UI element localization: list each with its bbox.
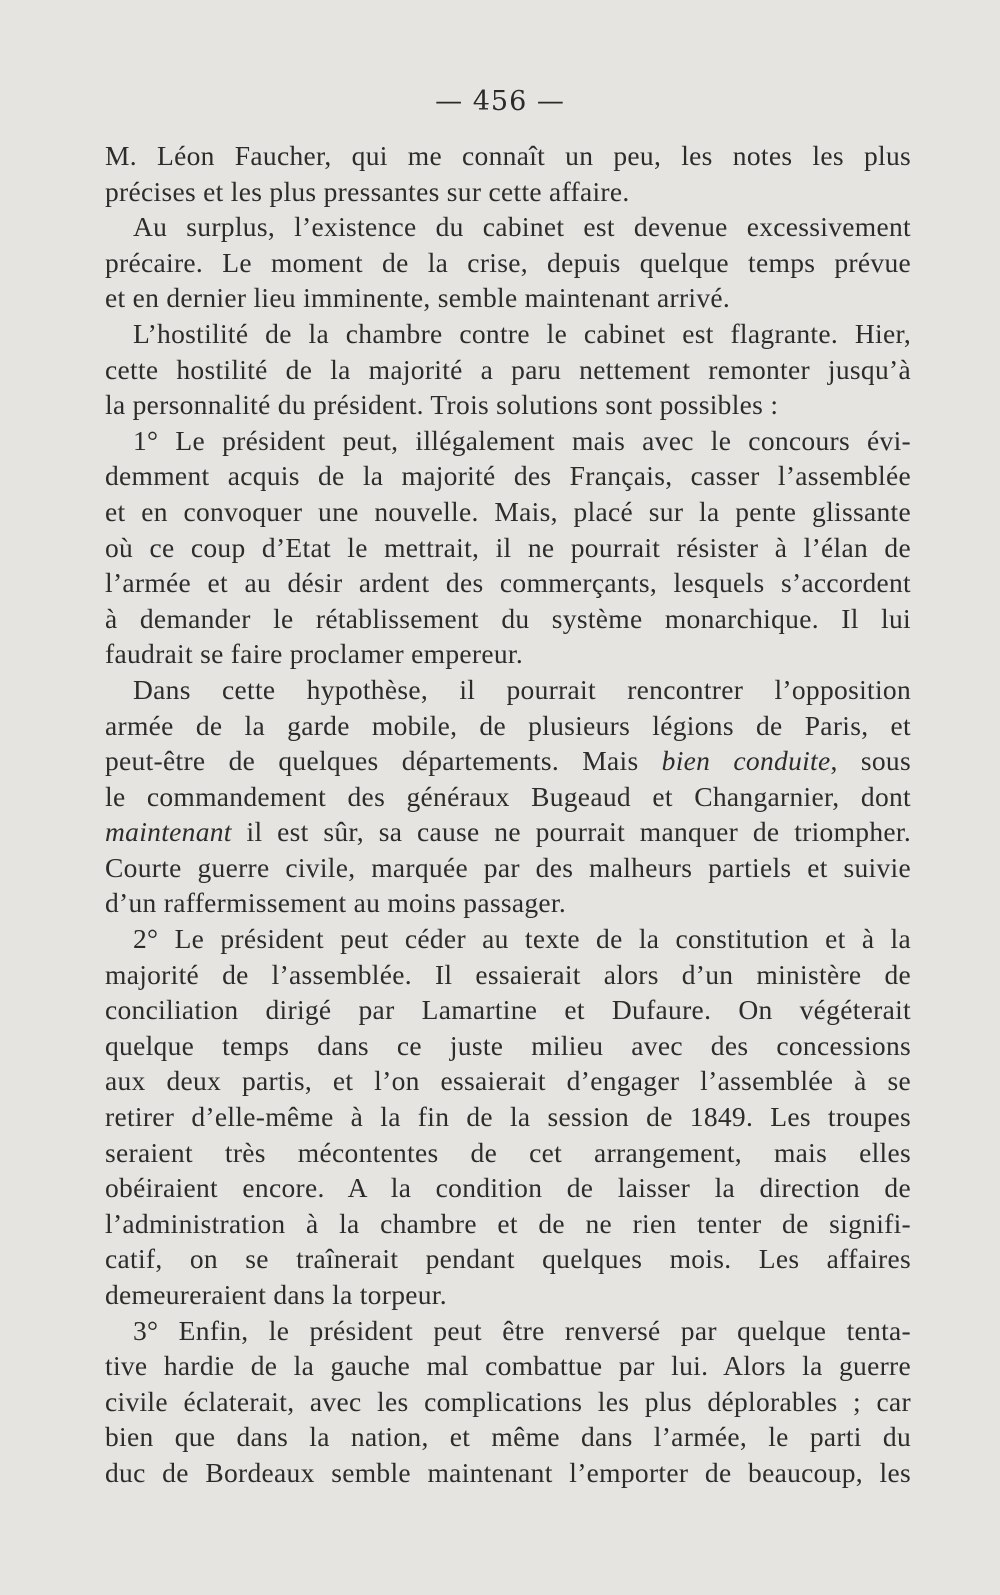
text-run: duc de Bordeaux semble maintenant l’emporter de beaucoup, les — [105, 1456, 911, 1488]
text-line — [105, 352, 911, 388]
text-line — [105, 885, 911, 921]
text-line — [105, 1348, 911, 1384]
text-line — [105, 1313, 911, 1349]
text-line — [105, 530, 911, 566]
text-line — [105, 209, 911, 245]
text-line — [105, 1384, 911, 1420]
text-run: L’hostilité de la chambre contre le cabinet est flagrante. Hier, — [133, 317, 911, 349]
text-run: la personnalité du président. Trois solutions sont possibles : — [105, 389, 779, 421]
text-run: demment acquis de la majorité des Français, casser l’assemblée — [105, 460, 911, 492]
text-line — [105, 316, 911, 352]
text-run: peut-être de quelques départements. Mais — [105, 745, 639, 777]
text-run: , sous — [830, 745, 911, 777]
text-run: l’armée et au désir ardent des commerçants, lesquels s’accordent — [105, 567, 911, 599]
text-run: tive hardie de la gauche mal combattue par lui. Alors la guerre — [105, 1350, 911, 1382]
text-line — [105, 1028, 911, 1064]
page-number: — 456 — — [435, 86, 565, 117]
text-line — [105, 779, 911, 815]
text-line — [105, 1206, 911, 1242]
text-line — [105, 636, 911, 672]
text-line — [105, 1455, 911, 1491]
text-line — [105, 245, 911, 281]
text-line — [105, 1170, 911, 1206]
text-run: précaire. Le moment de la crise, depuis quelque temps prévue — [105, 246, 911, 278]
text-run: civile éclaterait, avec les complications les plus déplorables ; car — [105, 1385, 911, 1417]
text-line — [105, 992, 911, 1028]
text-run: aux deux partis, et l’on essaierait d’engager l’assemblée à se — [105, 1065, 911, 1097]
text-run: et en convoquer une nouvelle. Mais, placé sur la pente glissante — [105, 495, 911, 527]
text-run: à demander le rétablissement du système monarchique. Il lui — [105, 602, 911, 634]
text-line — [105, 1419, 911, 1455]
text-run: où ce coup d’Etat le mettrait, il ne pourrait résister à l’élan de — [105, 531, 911, 563]
text-run: l’administration à la chambre et de ne rien tenter de signifi- — [105, 1207, 911, 1239]
text-line — [105, 708, 911, 744]
text-run: le commandement des généraux Bugeaud et Changarnier, dont — [105, 780, 911, 812]
text-run: obéiraient encore. A la condition de laisser la direction de — [105, 1172, 911, 1204]
body-text — [105, 138, 911, 1491]
text-line — [105, 957, 911, 993]
text-run: 2° Le président peut céder au texte de la constitution et à la — [133, 923, 911, 955]
text-line — [105, 743, 911, 779]
text-line — [105, 494, 911, 530]
text-run: retirer d’elle-même à la fin de la session de 1849. Les troupes — [105, 1101, 911, 1133]
text-line — [105, 565, 911, 601]
text-line — [105, 387, 911, 423]
text-line — [105, 1241, 911, 1277]
text-line — [105, 1277, 911, 1313]
text-run: faudrait se faire proclamer empereur. — [105, 638, 524, 670]
text-run: Courte guerre civile, marquée par des malheurs partiels et suivie — [105, 851, 911, 883]
text-run: bien que dans la nation, et même dans l’armée, le parti du — [105, 1421, 911, 1453]
text-run: et en dernier lieu imminente, semble maintenant arrivé. — [105, 282, 731, 314]
text-line — [105, 850, 911, 886]
text-run: M. Léon Faucher, qui me connaît un peu, les notes les plus — [105, 140, 911, 171]
text-run: 3° Enfin, le président peut être renversé par quelque tenta- — [133, 1314, 911, 1346]
text-run: d’un raffermissement au moins passager. — [105, 887, 567, 919]
text-run: seraient très mécontentes de cet arrangement, mais elles — [105, 1136, 911, 1168]
text-run: Au surplus, l’existence du cabinet est devenue excessivement — [133, 211, 911, 243]
text-run: conciliation dirigé par Lamartine et Dufaure. On végéterait — [105, 994, 911, 1026]
text-line — [105, 601, 911, 637]
text-run: armée de la garde mobile, de plusieurs légions de Paris, et — [105, 709, 911, 741]
text-run: il est sûr, sa cause ne pourrait manquer de triompher. — [231, 816, 911, 848]
emphasis: maintenant — [105, 816, 232, 848]
text-line — [105, 672, 911, 708]
text-run: cette hostilité de la majorité a paru nettement remonter jusqu’à — [105, 353, 911, 385]
text-run: demeureraient dans la torpeur. — [105, 1279, 447, 1310]
text-run: quelque temps dans ce juste milieu avec des concessions — [105, 1029, 911, 1061]
text-line — [105, 1099, 911, 1135]
text-run: majorité de l’assemblée. Il essaierait alors d’un ministère de — [105, 958, 911, 990]
text-line — [105, 138, 911, 174]
emphasis: bien conduite — [661, 745, 831, 777]
text-line — [105, 1063, 911, 1099]
text-run: catif, on se traînerait pendant quelques mois. Les affaires — [105, 1243, 911, 1275]
text-line — [105, 921, 911, 957]
text-line — [105, 814, 911, 850]
text-run: précises et les plus pressantes sur cette affaire. — [105, 175, 630, 207]
text-run: 1° Le président peut, illégalement mais avec le concours évi- — [133, 424, 911, 456]
text-line — [105, 280, 911, 316]
text-line — [105, 174, 911, 210]
text-line — [105, 423, 911, 459]
text-run: Dans cette hypothèse, il pourrait rencontrer l’opposition — [133, 673, 911, 705]
text-line — [105, 458, 911, 494]
text-line — [105, 1135, 911, 1171]
